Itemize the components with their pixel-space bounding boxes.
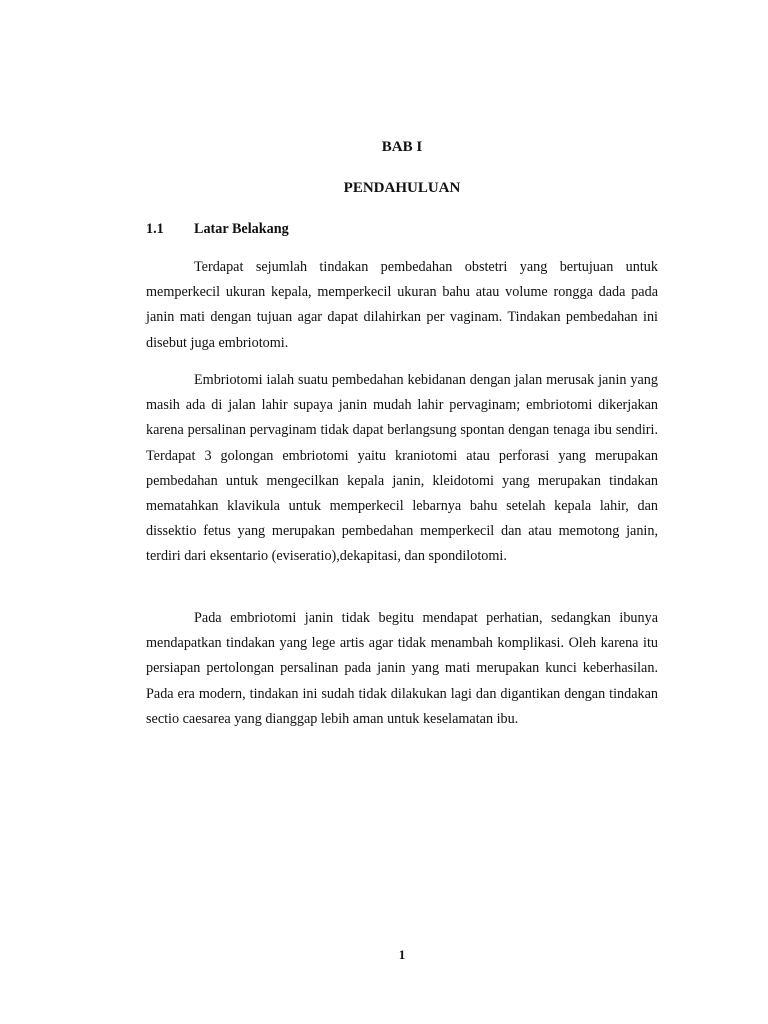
section-heading — [146, 221, 658, 238]
section-number: 1.1 — [146, 221, 164, 237]
paragraph-2: Embriotomi ialah suatu pembedahan kebidanan dengan jalan merusak janin yang masih ada di jalan lahir supaya janin mudah lahir pervaginam; embriotomi dikerjakan karena persalinan pervaginam tidak dapat berlangsung spontan dengan tenaga ibu sendiri. Terdapat 3 golongan embriotomi yaitu kraniotomi atau perforasi yang merupakan pembedahan untuk mengecilkan kepala janin, kleidotomi yang merupakan tindakan mematahkan klavikula untuk memperkecil lebarnya bahu setelah kepala lahir, dan dissektio fetus yang merupakan pembedahan memperkecil dan atau memotong janin, terdiri dari eksentario (eviseratio),dekapitasi, dan spondilotomi. — [146, 372, 658, 565]
paragraph-3: Pada embriotomi janin tidak begitu mendapat perhatian, sedangkan ibunya mendapatkan tindakan yang lege artis agar tidak menambah komplikasi. Oleh karena itu persiapan pertolongan persalinan pada janin yang mati merupakan kunci keberhasilan. Pada era modern, tindakan ini sudah tidak dilakukan lagi dan digantikan dengan tindakan sectio caesarea yang dianggap lebih aman untuk keselamatan ibu. — [146, 610, 658, 727]
chapter-title: PENDAHULUAN — [343, 180, 461, 196]
paragraph-1: Terdapat sejumlah tindakan pembedahan obstetri yang bertujuan untuk memperkecil ukuran kepala, memperkecil ukuran bahu atau volume rongga dada pada janin mati dengan tujuan agar dapat dilahirkan per vaginam. Tindakan pembedahan ini disebut juga embriotomi. — [146, 259, 658, 351]
chapter-number: BAB I — [381, 139, 423, 155]
page-number: 1 — [398, 947, 406, 962]
section-title: Latar Belakang — [194, 221, 289, 237]
